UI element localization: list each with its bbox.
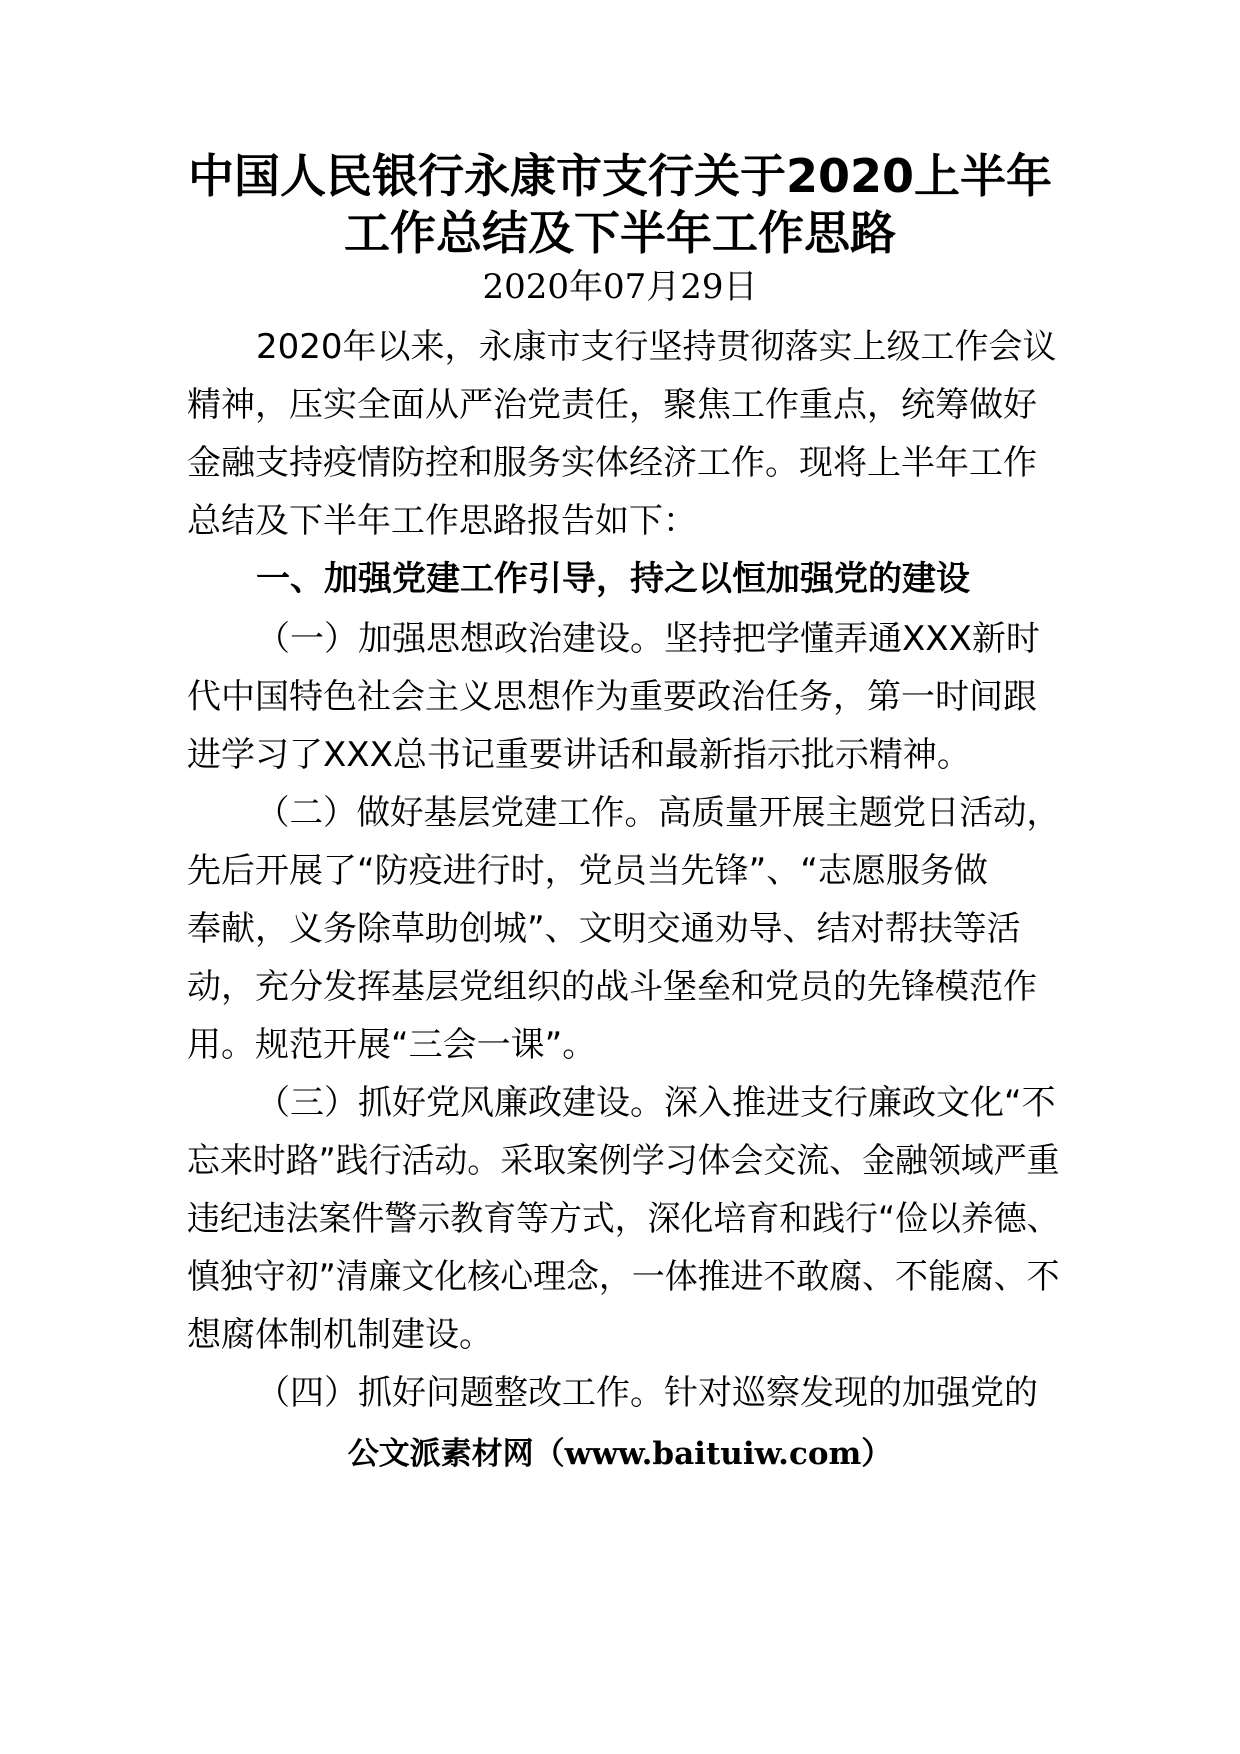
paragraph-line: （一）加强思想政治建设。坚持把学懂弄通XXX新时 [256, 619, 1040, 659]
paragraph-line: 慎独守初”清廉文化核心理念，一体推进不敢腐、不能腐、不 [187, 1257, 1060, 1297]
document-title-line-1: 中国人民银行永康市支行关于2020上半年 [187, 149, 1053, 203]
paragraph-line: 忘来时路”践行活动。采取案例学习体会交流、金融领域严重 [187, 1141, 1060, 1181]
paragraph-line: 违纪违法案件警示教育等方式，深化培育和践行“俭以养德、 [187, 1199, 1060, 1239]
paragraph-line: 进学习了XXX总书记重要讲话和最新指示批示精神。 [187, 735, 971, 775]
intro-line: 金融支持疫情防控和服务实体经济工作。现将上半年工作 [187, 443, 1037, 483]
intro-line: 精神，压实全面从严治党责任，聚焦工作重点，统筹做好 [187, 385, 1037, 425]
footer-source: 公文派素材网（www.baituiw.com） [347, 1436, 893, 1472]
paragraph-line: （四）抓好问题整改工作。针对巡察发现的加强党的 [256, 1373, 1038, 1413]
paragraph-line: （二）做好基层党建工作。高质量开展主题党日活动， [256, 793, 1061, 833]
document-date: 2020年07月29日 [482, 267, 758, 307]
section-heading: 一、加强党建工作引导，持之以恒加强党的建设 [256, 559, 970, 599]
paragraph-line: 代中国特色社会主义思想作为重要政治任务，第一时间跟 [187, 677, 1037, 717]
intro-line: 总结及下半年工作思路报告如下： [187, 501, 697, 541]
paragraph-line: 先后开展了“防疫进行时，党员当先锋”、“志愿服务做 [187, 851, 988, 891]
paragraph-line: 动，充分发挥基层党组织的战斗堡垒和党员的先锋模范作 [187, 967, 1037, 1007]
intro-line: 2020年以来，永康市支行坚持贯彻落实上级工作会议 [256, 327, 1057, 367]
document-title-line-2: 工作总结及下半年工作思路 [344, 206, 896, 260]
paragraph-line: （三）抓好党风廉政建设。深入推进支行廉政文化“不 [256, 1083, 1056, 1123]
paragraph-line: 用。规范开展“三会一课”。 [187, 1025, 597, 1065]
paragraph-line: 奉献，义务除草助创城”、文明交通劝导、结对帮扶等活 [187, 909, 1021, 949]
paragraph-line: 想腐体制机制建设。 [187, 1315, 493, 1355]
